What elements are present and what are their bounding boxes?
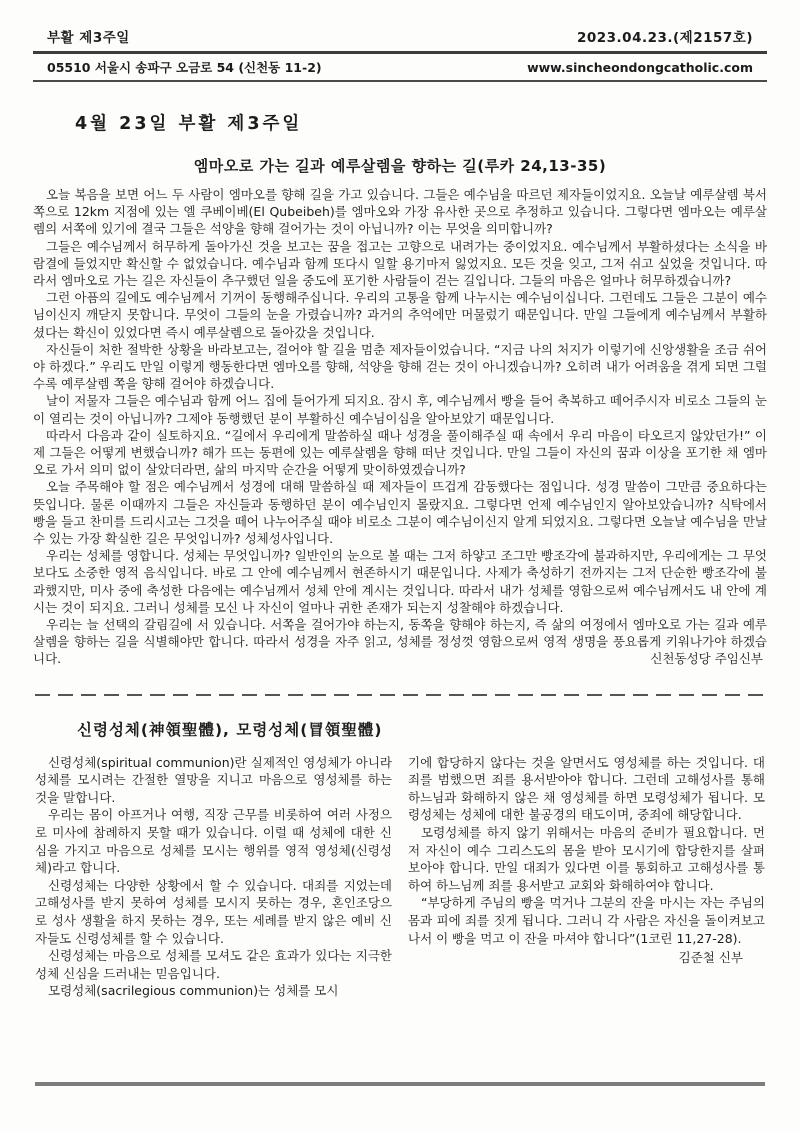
paragraph: 모령성체(sacrilegious communion)는 성체를 모시	[48, 983, 339, 999]
article-body	[33, 186, 767, 668]
masthead	[33, 26, 767, 82]
paragraph-text: 우리는 늘 선택의 갈림길에 서 있습니다. 서쪽을 걸어가야 하는지, 동쪽을 향해야 하는지, 즉 삶의 여정에서 엠마오로 가는 길과 예루살렘을 향하는 길을 식별해야만 합니다. 따라서 성경을 자주 읽고, 성체를 정성껏 영함으로써 영적 생명을 풍요롭게 키워나가야 하겠습니다.	[33, 617, 767, 667]
paragraph: 그들은 예수님께서 허무하게 돌아가신 것을 보고는 꿈을 접고는 고향으로 내려가는 중이었지요. 예수님께서 부활하셨다는 소식을 바람결에 들었지만 확신할 수 없었습니다. 예수님과 함께 또다시 일할 용기마저 잃었지요. 모든 것을 잊고, 그저 쉬고 싶었을 것입니다. 따라서 엠마오로 가는 길은 자신들이 추구했던 일을 중도에 포기한 사람들이 걷는 길입니다. 그들의 마음은 얼마나 허무하겠습니까?	[33, 238, 767, 289]
masthead-rule-top	[33, 51, 767, 54]
section-divider	[35, 694, 765, 696]
liturgical-season-label: 부활 제3주일	[47, 30, 130, 46]
communion-article	[33, 718, 767, 1000]
paragraph: 그런 아픔의 길에도 예수님께서 기꺼이 동행해주십니다. 우리의 고통을 함께 나누시는 예수님이십니다. 그런데도 그들은 그분이 예수님이신지 깨닫지 못합니다. 무엇이 그들의 눈을 가렸습니까? 과거의 추억에만 머물렀기 때문입니다. 만일 그들에게 예수님께서 부활하셨다는 확신이 있었다면 즉시 예루살렘으로 돌아갔을 것입니다.	[33, 290, 767, 340]
right-column	[408, 754, 765, 1000]
paragraph: 신령성체는 마음으로 성체를 모셔도 같은 효과가 있다는 지극한 성체 신심을 드러내는 믿음입니다.	[35, 948, 392, 981]
paragraph: 오늘 주목해야 할 점은 예수님께서 성경에 대해 말씀하실 때 제자들이 뜨겁게 감동했다는 점입니다. 성경 말씀이 그만큼 중요하다는 뜻입니다. 물론 이때까지 그들은 자신들과 동행하던 분이 예수님인지 몰랐지요. 그렇다면 언제 예수님인지 알아보았습니까? 식탁에서 빵을 들고 찬미를 드리시고는 그것을 떼어 나누어주실 때야 비로소 그분이 예수님이신지 알게 되었지요. 그렇다면 오늘날 예수님을 만날 수 있는 가장 확실한 길은 무엇입니까? 성체성사입니다.	[33, 479, 767, 547]
paragraph: 모령성체를 하지 않기 위해서는 마음의 준비가 필요합니다. 먼저 자신이 예수 그리스도의 몸을 받아 모시기에 합당한지를 살펴보아야 합니다. 만일 대죄가 있다면 이를 통회하고 고해성사를 통하여 하느님께 죄를 용서받고 교회와 화해하여야 합니다.	[408, 825, 765, 893]
paragraph: 자신들이 처한 절박한 상황을 바라보고는, 걸어야 할 길을 멈춘 제자들이었습니다. “지금 나의 처지가 이렇기에 신앙생활을 조금 쉬어야 하겠다.” 우리도 만일 이렇게 행동한다면 엠마오를 향해, 석양을 향해 걷는 것이 아니겠습니까? 오히려 내가 어려움을 겪게 되면 그럴수록 예루살렘 쪽을 향해 걸어야 하겠습니다.	[33, 341, 767, 392]
paragraph: 따라서 다음과 같이 실토하지요. “길에서 우리에게 말씀하실 때나 성경을 풀이해주실 때 속에서 우리 마음이 타오르지 않았던가!” 이제 그들은 어떻게 변했습니까? 해가 뜨는 동편에 있는 예루살렘을 향해 떠난 것입니다. 만일 그들이 자신의 꿈과 이상을 포기한 채 엠마오로 가서 의미 없이 살았더라면, 삶의 마지막 순간을 어떻게 맞이하였겠습니까?	[33, 427, 767, 478]
masthead-rule-bottom	[33, 80, 767, 82]
paragraph: 신령성체(spiritual communion)란 실제적인 영성체가 아니라 성체를 모시려는 간절한 열망을 지니고 마음으로 영성체를 하는 것을 말합니다.	[35, 754, 392, 805]
church-website: www.sincheondongcatholic.com	[527, 60, 753, 75]
article-title: 4월 23일 부활 제3주일	[75, 114, 303, 134]
homily-article	[33, 110, 767, 668]
section-title: 신령성체(神領聖體), 모령성체(冒領聖體)	[77, 720, 383, 739]
church-address: 05510 서울시 송파구 오금로 54 (신천동 11-2)	[47, 60, 322, 75]
paragraph: 날이 저물자 그들은 예수님과 함께 어느 집에 들어가게 되지요. 잠시 후, 예수님께서 빵을 들어 축복하고 떼어주시자 비로소 그들의 눈이 열리는 것이 아닙니까? 그제야 동행했던 분이 부활하신 예수님이심을 알아보았기 때문입니다.	[33, 393, 767, 426]
two-column-body	[33, 754, 767, 1000]
author-signature: 김준철 신부	[678, 950, 743, 966]
issue-date: 2023.04.23.(제2157호)	[576, 30, 753, 46]
article-subtitle: 엠마오로 가는 길과 예루살렘을 향하는 길(루카 24,13-35)	[193, 157, 607, 175]
paragraph: 오늘 복음을 보면 어느 두 사람이 엠마오를 향해 길을 가고 있습니다. 그들은 예수님을 따르던 제자들이었지요. 오늘날 예루살렘 북서쪽으로 12km 지점에 있는 엘 쿠베이베(El Qubeibeh)를 엠마오와 가장 유사한 곳으로 추정하고 있습니다. 그렇다면 엠마오는 예루살렘의 서쪽에 있기에 결국 그들은 석양을 향해 걸어가는 것이 아닙니까? 이는 무엇을 의미합니까?	[33, 187, 767, 237]
author-signature: 신천동성당 주임신부	[650, 651, 763, 667]
paragraph: 우리는 성체를 영합니다. 성체는 무엇입니까? 일반인의 눈으로 볼 때는 그저 하얗고 조그만 빵조각에 불과하지만, 우리에게는 그 무엇보다도 소중한 영적 음식입니다. 바로 그 안에 예수님께서 현존하시기 때문입니다. 사제가 축성하기 전까지는 그저 단순한 빵조각에 불과했지만, 미사 중에 축성한 다음에는 예수님께서 성체 안에 계시는 것입니다. 따라서 내가 성체를 영함으로써 예수님께서도 내 안에 계시는 것이 되지요. 그러니 성체를 모신 나 자신이 얼마나 귀한 존재가 되는지 성찰해야 하겠습니다.	[33, 548, 767, 615]
paragraph	[33, 616, 767, 668]
paragraph: 기에 합당하지 않다는 것을 알면서도 영성체를 하는 것입니다. 대죄를 범했으면 죄를 용서받아야 합니다. 그런데 고해성사를 통해 하느님과 화해하지 않은 채 영성체를 하면 모령성체가 됩니다. 모령성체는 성체에 대한 불공경의 태도이며, 중죄에 해당합니다.	[408, 754, 765, 823]
paragraph: 우리는 몸이 아프거나 여행, 직장 근무를 비롯하여 여러 사정으로 미사에 참례하지 못할 때가 있습니다. 이럴 때 성체에 대한 신심을 가지고 마음으로 성체를 모시는 행위를 영적 영성체(신령성체)라고 합니다.	[35, 807, 392, 876]
footer-rule	[35, 1082, 765, 1086]
paragraph: “부당하게 주님의 빵을 먹거나 그분의 잔을 마시는 자는 주님의 몸과 피에 죄를 짓게 됩니다. 그러니 각 사람은 자신을 돌이켜보고 나서 이 빵을 먹고 이 잔을 마셔야 합니다”(1코린 11,27-28).	[408, 895, 765, 946]
left-column	[35, 754, 392, 1000]
paragraph: 신령성체는 다양한 상황에서 할 수 있습니다. 대죄를 지었는데 고해성사를 받지 못하여 성체를 모시지 못하는 경우, 혼인조당으로 성사 생활을 하지 못하는 경우, 또는 세례를 받지 않은 예비 신자들도 신령성체를 할 수 있습니다.	[35, 877, 392, 946]
